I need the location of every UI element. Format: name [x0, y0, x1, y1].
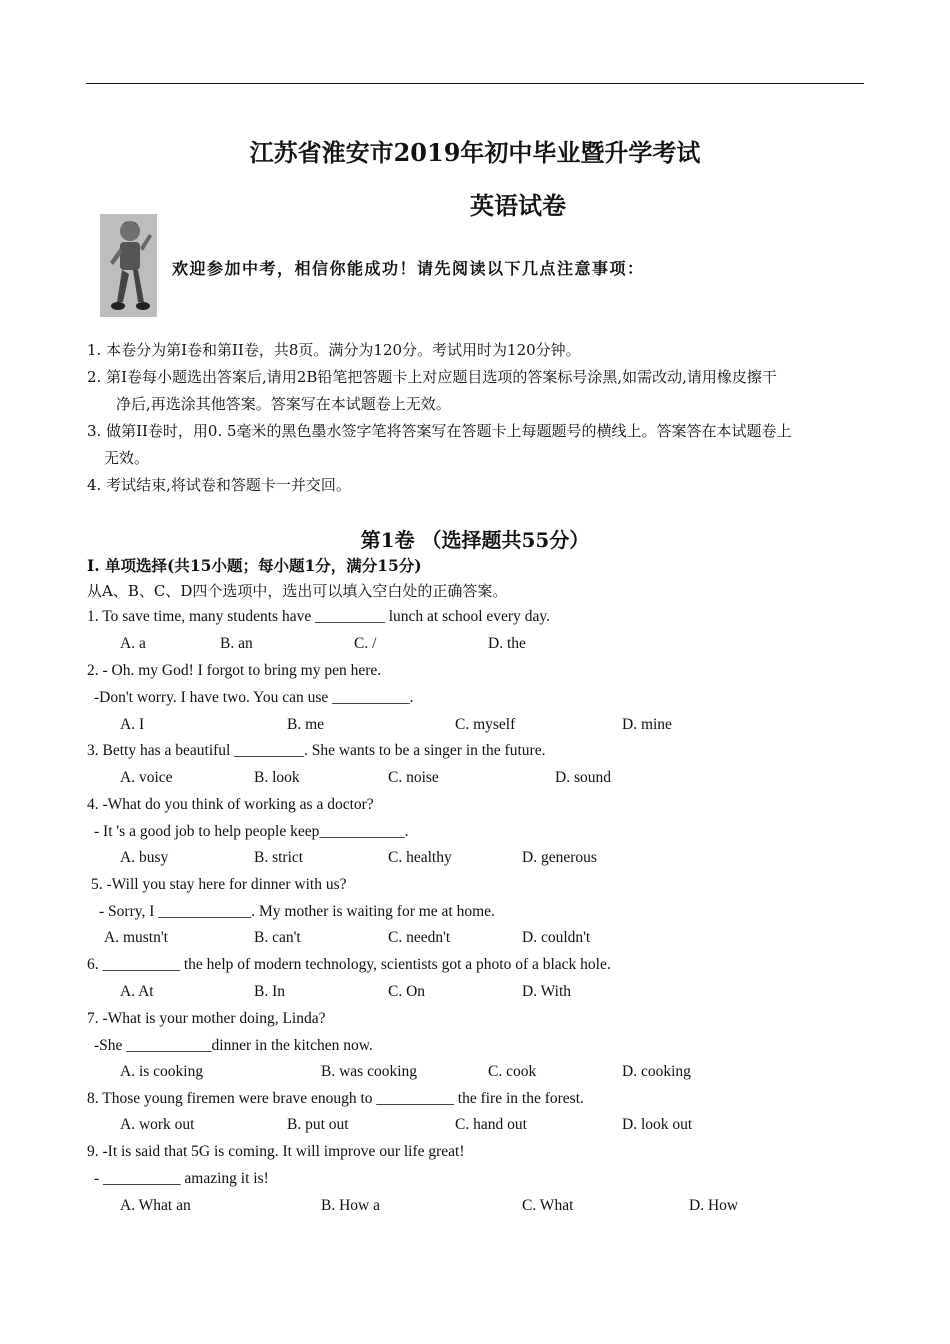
q6-option-d: D. With	[522, 983, 572, 1000]
q1-option-c: C. /	[354, 635, 377, 652]
q3-option-c: C. noise	[388, 769, 439, 786]
q2-option-a: A. I	[120, 716, 145, 733]
q2-option-c: C. myself	[455, 716, 516, 733]
q8-option-b: B. put out	[287, 1116, 349, 1133]
q9-option-b: B. How a	[321, 1197, 380, 1214]
q6-option-b: B. In	[254, 983, 285, 1000]
q9-option-a: A. What an	[120, 1197, 191, 1214]
q4-option-a: A. busy	[120, 849, 169, 866]
part-heading: I. 单项选择(共15小题；每小题1分，满分15分)	[87, 556, 422, 575]
q2-option-b: B. me	[287, 716, 325, 733]
question-2-reply: -Don't worry. I have two. You can use __________.	[94, 689, 414, 706]
question-1: 1. To save time, many students have _________ lunch at school every day.	[87, 608, 550, 625]
notice-4: 4. 考试结束,将试卷和答题卡一并交回。	[87, 476, 351, 494]
q4-option-c: C. healthy	[388, 849, 452, 866]
welcome-note: 欢迎参加中考，相信你能成功！请先阅读以下几点注意事项：	[172, 259, 645, 278]
question-2: 2. - Oh. my God! I forgot to bring my pen here.	[87, 662, 382, 679]
q9-option-d: D. How	[689, 1197, 739, 1214]
q8-option-a: A. work out	[120, 1116, 195, 1133]
cartoon-boy-icon	[100, 214, 157, 317]
exam-subtitle: 英语试卷	[470, 191, 566, 220]
q8-option-d: D. look out	[622, 1116, 693, 1133]
question-5: 5. -Will you stay here for dinner with us?	[91, 876, 347, 893]
question-8: 8. Those young firemen were brave enough to __________ the fire in the forest.	[87, 1090, 584, 1107]
q3-option-b: B. look	[254, 769, 300, 786]
question-3: 3. Betty has a beautiful _________. She wants to be a singer in the future.	[87, 742, 546, 759]
q6-option-c: C. On	[388, 983, 426, 1000]
q7-option-a: A. is cooking	[120, 1063, 204, 1080]
notice-2-cont: 净后,再选涂其他答案。答案写在本试题卷上无效。	[116, 395, 451, 413]
notice-3: 3. 做第II卷时，用0. 5毫米的黑色墨水签字笔将答案写在答题卡上每题题号的横线上。答案答在本试题卷上	[87, 422, 792, 440]
notice-1: 1. 本卷分为第I卷和第II卷，共8页。满分为120分。考试用时为120分钟。	[87, 341, 581, 359]
q5-option-b: B. can't	[254, 929, 301, 946]
q6-option-a: A. At	[120, 983, 154, 1000]
question-9-reply: - __________ amazing it is!	[94, 1170, 269, 1187]
q1-option-d: D. the	[488, 635, 526, 652]
q4-option-b: B. strict	[254, 849, 304, 866]
q7-option-b: B. was cooking	[321, 1063, 418, 1080]
q1-option-b: B. an	[220, 635, 253, 652]
notice-2: 2. 第I卷每小题选出答案后,请用2B铅笔把答题卡上对应题目选项的答案标号涂黑,如需改动,请用橡皮擦干	[87, 368, 777, 386]
q2-option-d: D. mine	[622, 716, 672, 733]
question-5-reply: - Sorry, I ____________. My mother is waiting for me at home.	[99, 903, 495, 920]
q3-option-a: A. voice	[120, 769, 173, 786]
q5-option-d: D. couldn't	[522, 929, 591, 946]
header-rule	[86, 83, 864, 84]
q7-option-d: D. cooking	[622, 1063, 691, 1080]
question-4-reply: - It 's a good job to help people keep___________.	[94, 823, 409, 840]
q7-option-c: C. cook	[488, 1063, 537, 1080]
question-9: 9. -It is said that 5G is coming. It will improve our life great!	[87, 1143, 465, 1160]
q8-option-c: C. hand out	[455, 1116, 527, 1133]
q1-option-a: A. a	[120, 635, 146, 652]
question-7: 7. -What is your mother doing, Linda?	[87, 1010, 326, 1027]
q5-option-a: A. mustn't	[104, 929, 168, 946]
question-7-reply: -She ___________dinner in the kitchen now.	[94, 1037, 373, 1054]
q3-option-d: D. sound	[555, 769, 611, 786]
q9-option-c: C. What	[522, 1197, 574, 1214]
q5-option-c: C. needn't	[388, 929, 451, 946]
q4-option-d: D. generous	[522, 849, 597, 866]
question-6: 6. __________ the help of modern technology, scientists got a photo of a black hole.	[87, 956, 611, 973]
part-instruction: 从A、B、C、D四个选项中，选出可以填入空白处的正确答案。	[87, 582, 508, 600]
notice-3-cont: 无效。	[104, 449, 150, 467]
section-title: 第1卷 （选择题共55分）	[360, 528, 590, 552]
question-4: 4. -What do you think of working as a doctor?	[87, 796, 374, 813]
exam-title: 江苏省淮安市2019年初中毕业暨升学考试	[249, 138, 701, 167]
